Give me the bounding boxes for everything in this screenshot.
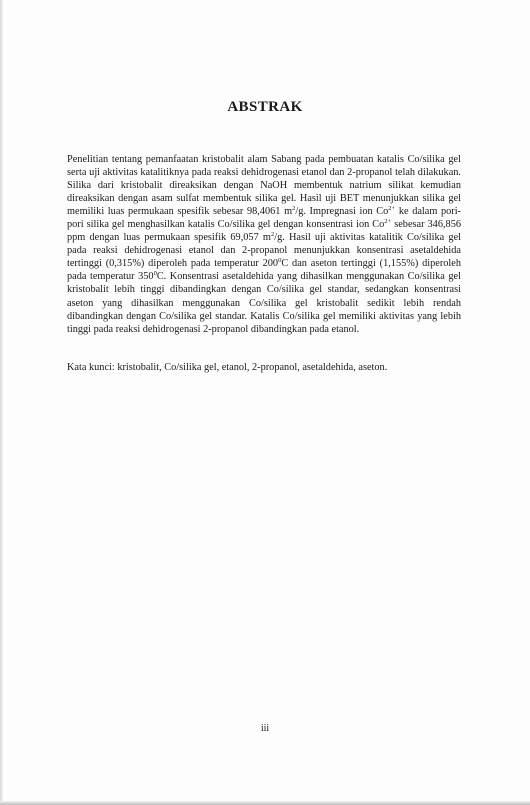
abstract-text-part: /g. Hasil uji aktivitas katalitik Co/silika gel pada reaksi dehidrogenasi etanol dan 2-propanol menunjukkan konsentrasi asetaldehida tertinggi (0,315%) diperoleh pada temperatur 200 [67,232,461,270]
abstract-text-part: Penelitian tentang pemanfaatan kristobalit alam Sabang pada pembuatan katalis Co/silika gel serta uji aktivitas katalitiknya pada reaksi dehidrogenasi etanol dan 2-propanol telah dilakukan. Silika dari kristobalit direaksikan dengan NaOH membentuk natrium silikat kemudian direaksikan dengan asam sulfat membentuk silika gel. Hasil uji BET menunjukkan silika gel memiliki luas permukaan spesifik sebesar 98,4061 m [67,154,461,218]
abstract-title: ABSTRAK [227,99,303,115]
abstract-text-part: C. Konsentrasi asetaldehida yang dihasilkan menggunakan Co/silika gel kristobalit lebih tinggi dibandingkan dengan Co/silika gel standar, sedangkan konsentrasi aseton yang dihasilkan menggunakan Co/silika gel kristobalit sedikit lebih rendah dibandingkan dengan Co/silika gel standar. Katalis Co/silika gel memiliki aktivitas yang lebih tinggi pada reaksi dehidrogenasi 2-propanol dibandingkan pada etanol. [67,271,461,335]
superscript: 2 [270,231,275,239]
superscript: 0 [153,270,157,278]
abstract-text-part: sebesar 346,856 ppm dengan luas permukaan spesifik 69,057 m [67,219,462,244]
superscript: 2 [292,205,296,213]
keywords-line: Kata kunci: kristobalit, Co/silika gel, etanol, 2-propanol, asetaldehida, aseton. [67,362,388,373]
superscript: 2+ [388,205,396,213]
abstract-text-part: /g. Impregnasi ion Co [295,206,389,218]
abstract-text-part: C dan aseton tertinggi (1,155%) diperoleh pada temperatur 350 [67,258,461,283]
abstract-text-part: ke dalam pori-pori silika gel menghasilkan katalis Co/silika gel dengan konsentrasi ion Co [67,206,461,231]
superscript: 0 [278,257,282,265]
page-number: iii [260,723,270,734]
superscript: 2+ [384,218,392,226]
abstract-paragraph [67,153,461,336]
page-bottom-edge [0,801,530,805]
page-left-shadow [0,0,3,805]
